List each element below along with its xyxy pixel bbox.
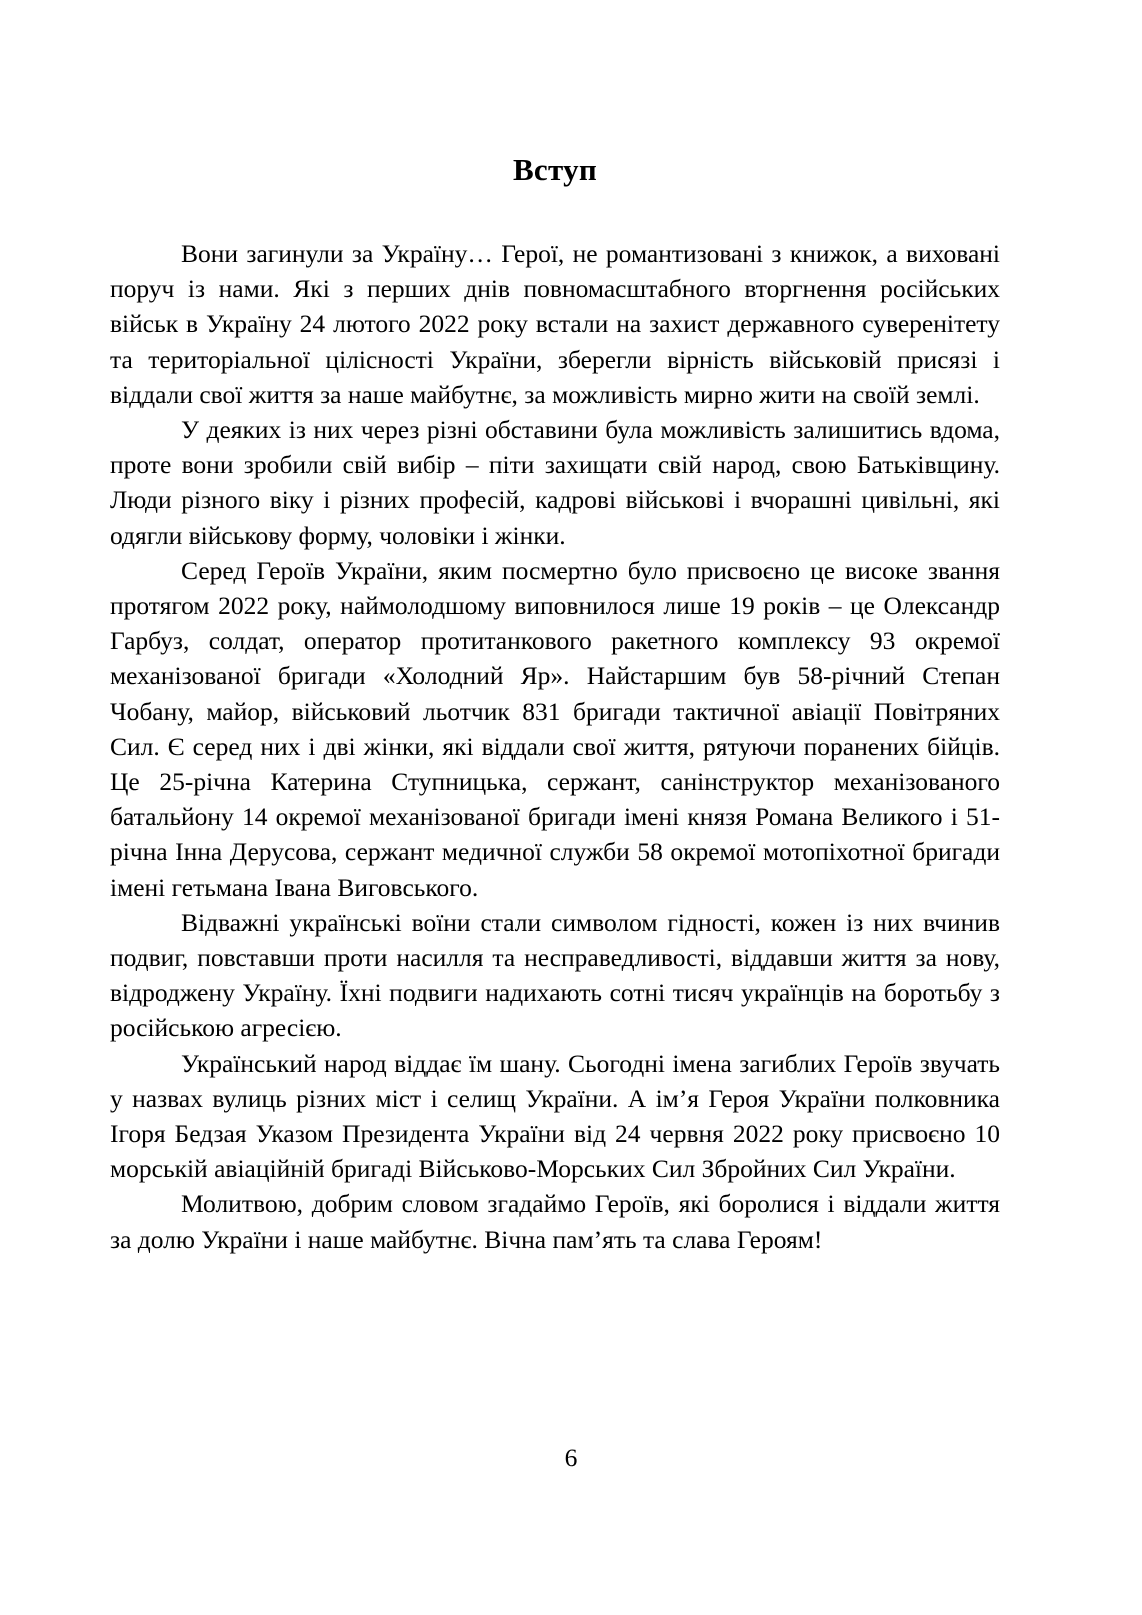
- page-content: [110, 0, 1000, 1257]
- body-text: [110, 236, 1000, 1257]
- paragraph: Молитвою, добрим словом згадаймо Героїв, які боролися і віддали життя за долю України і наше майбутнє. Вічна пам’ять та слава Героям!: [110, 1189, 1000, 1254]
- paragraph: Серед Героїв України, яким посмертно було присвоєно це високе звання протягом 2022 року, наймолодшому виповнилося лише 19 років – це Олександр Гарбуз, солдат, оператор протитанкового ракетного комплексу 93 окремої механізованої бригади «Холодний Яр». Найстаршим був 58-річний Степан Чобану, майор, військовий льотчик 831 бригади тактичної авіації Повітряних Сил. Є серед них і дві жінки, які віддали свої життя, рятуючи поранених бійців. Це 25-річна Катерина Ступницька, сержант, санінструктор механізованого батальйону 14 окремої механізованої бригади імені князя Романа Великого і 51-річна Інна Дерусова, сержант медичної служби 58 окремої мотопіхотної бригади імені гетьмана Івана Виговського.: [110, 555, 1000, 902]
- paragraph: Відважні українські воїни стали символом гідності, кожен із них вчинив подвиг, повставши проти насилля та несправедливості, віддавши життя за нову, відроджену Україну. Їхні подвиги надихають сотні тисяч українців на боротьбу з російською агресією.: [110, 907, 1000, 1043]
- page-number: 6: [564, 1443, 578, 1472]
- paragraph: Український народ віддає їм шану. Сьогодні імена загиблих Героїв звучать у назвах вулиць різних міст і селищ України. А ім’я Героя України полковника Ігоря Бедзая Указом Президента України від 24 червня 2022 року присвоєно 10 морській авіаційній бригаді Військово-Морських Сил Збройних Сил України.: [110, 1048, 1000, 1184]
- paragraph: У деяких із них через різні обставини була можливість залишитись вдома, проте вони зробили свій вибір – піти захищати свій народ, свою Батьківщину. Люди різного віку і різних професій, кадрові військові і вчорашні цивільні, які одягли військову форму, чоловіки і жінки.: [110, 415, 1000, 550]
- page-title: Вступ: [512, 152, 598, 187]
- paragraph: Вони загинули за Україну… Герої, не романтизовані з книжок, а виховані поруч із нами. Які з перших днів повномасштабного вторгнення російських військ в Україну 24 лютого 2022 року встали на захист державного суверенітету та територіальної цілісності України, зберегли вірність військовій присязі і віддали свої життя за наше майбутнє, за можливість мирно жити на своїй землі.: [110, 239, 1000, 409]
